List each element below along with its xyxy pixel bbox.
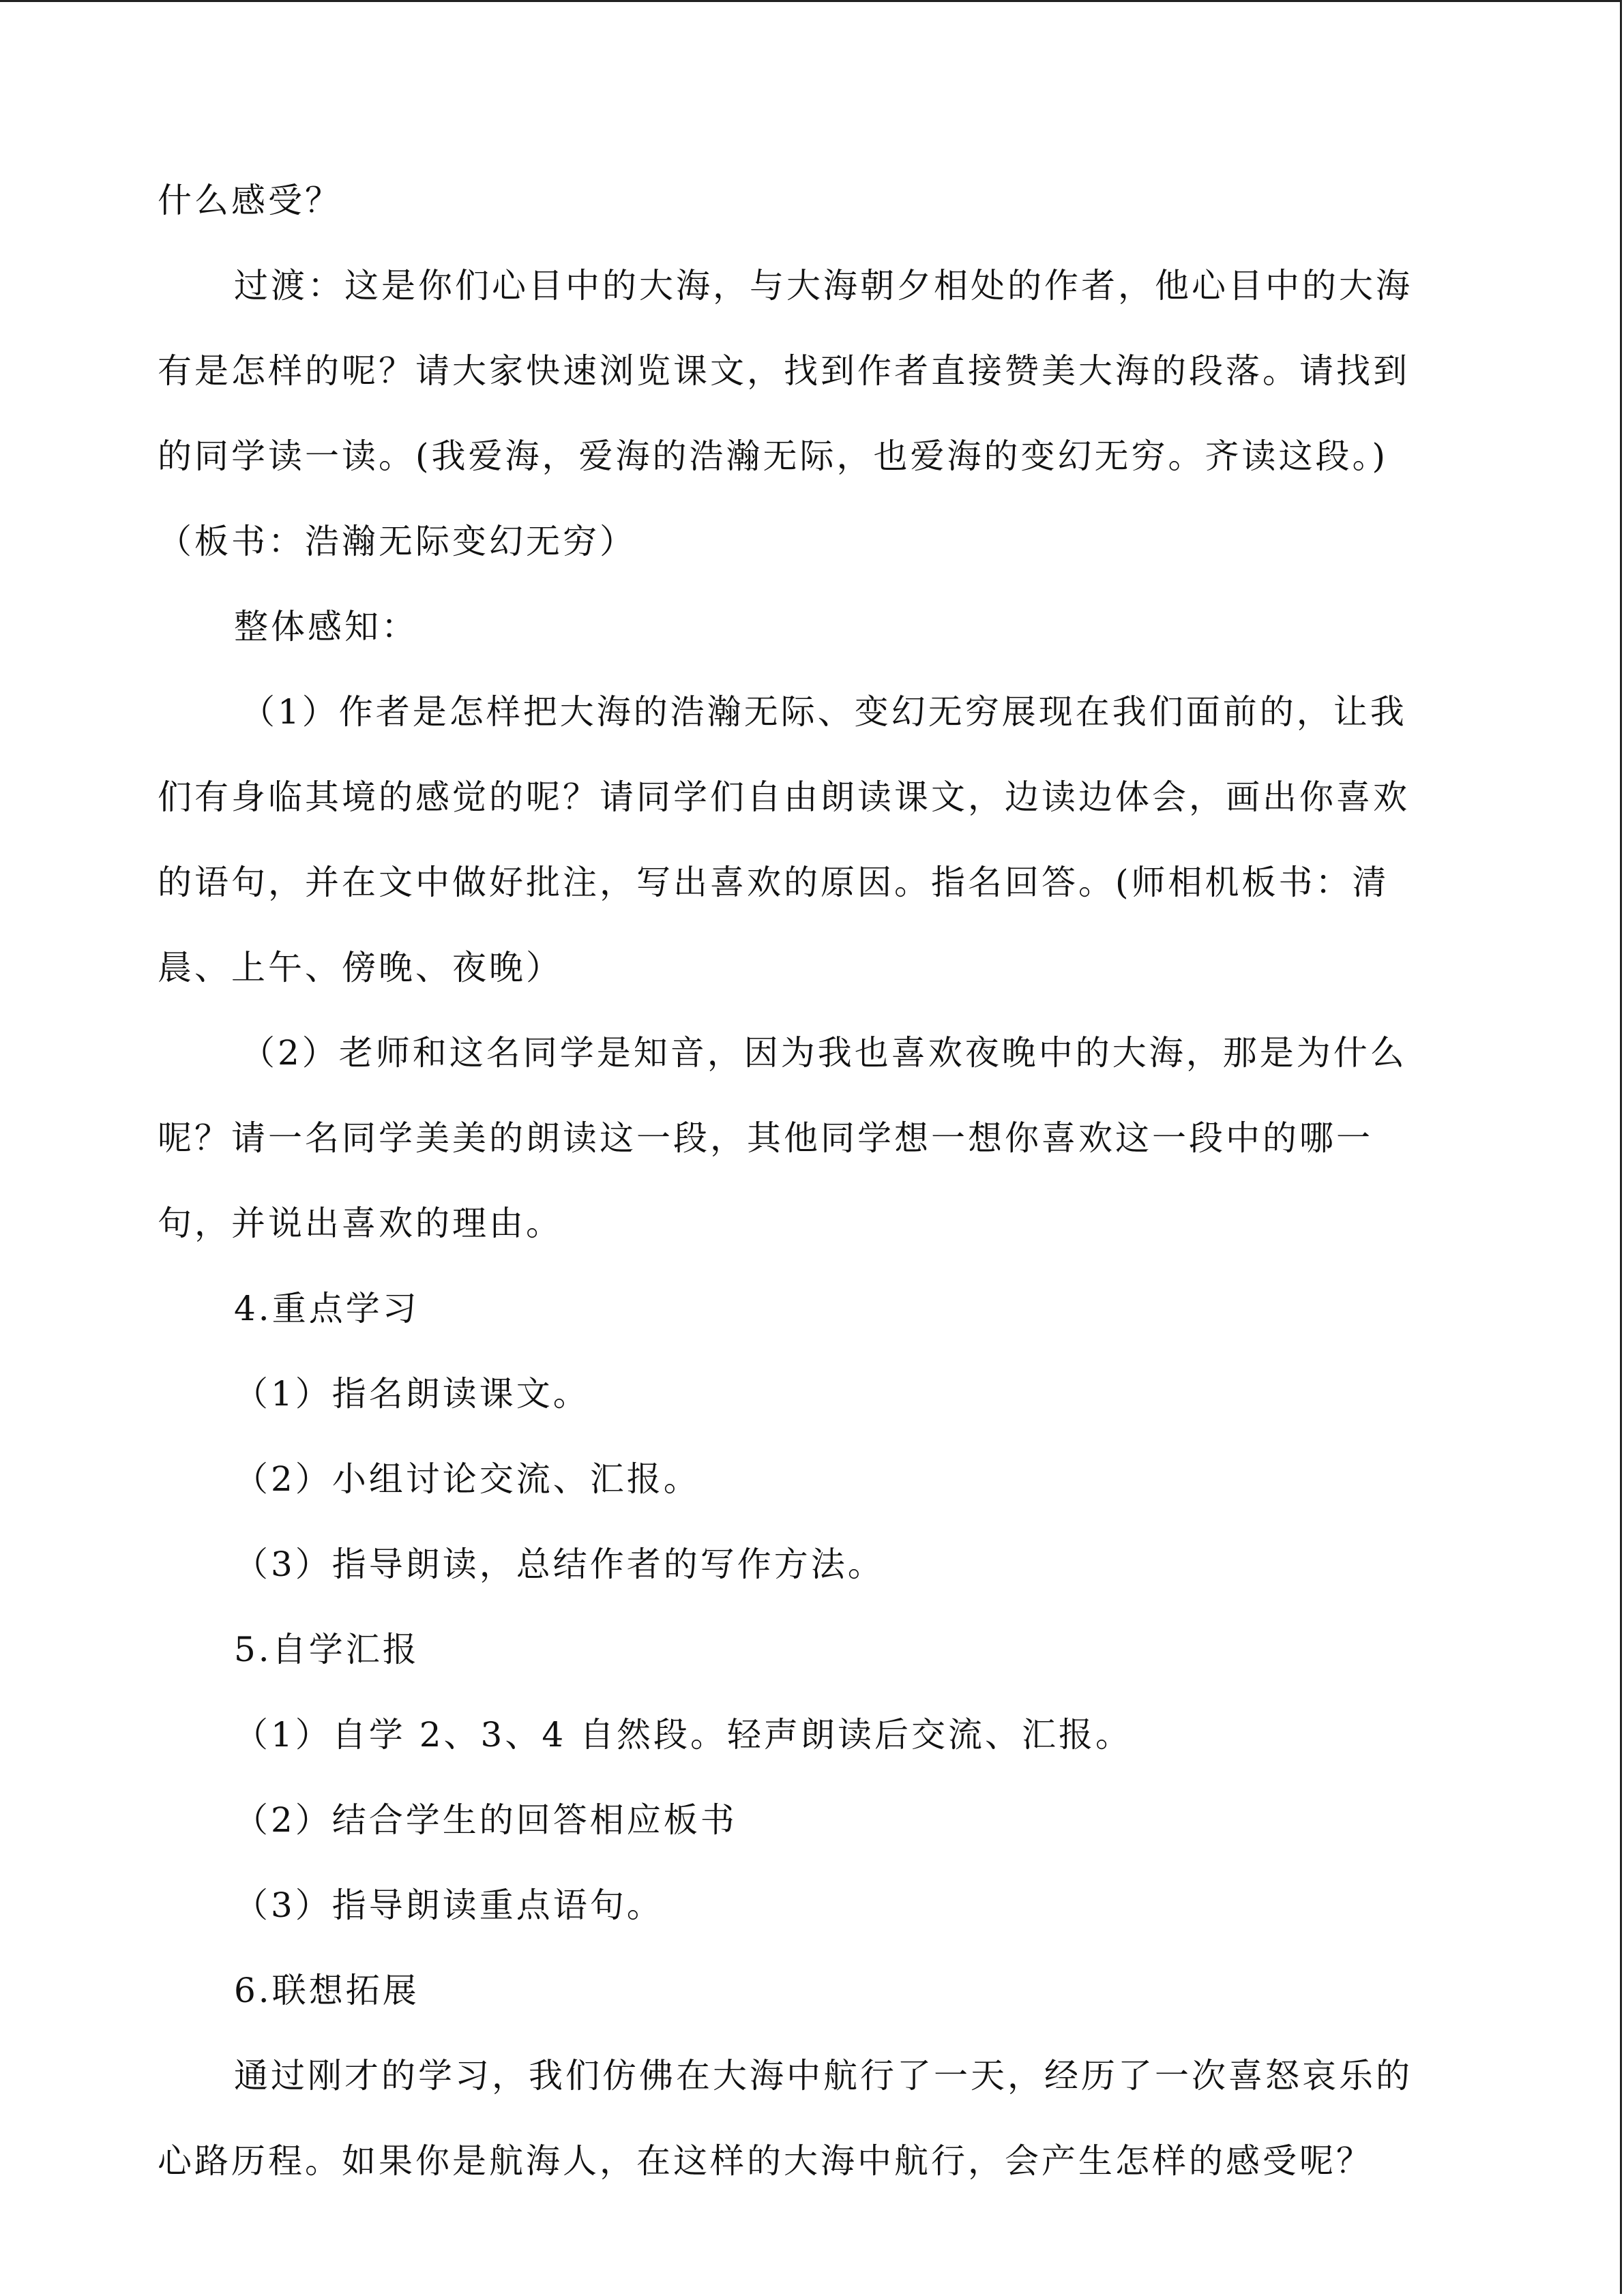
document-body: [158, 158, 1453, 2204]
section-heading: 4.重点学习: [234, 1289, 419, 1328]
text-line: 呢？请一名同学美美的朗读这一段，其他同学想一想你喜欢这一段中的哪一: [158, 1118, 1373, 1158]
text-line: 过渡：这是你们心目中的大海，与大海朝夕相处的作者，他心目中的大海: [234, 266, 1413, 305]
list-item: （2）结合学生的回答相应板书: [234, 1800, 737, 1840]
section-heading: 整体感知：: [234, 607, 418, 646]
section-heading: 5.自学汇报: [234, 1630, 419, 1669]
text-line: 们有身临其境的感觉的呢？请同学们自由朗读课文，边读边体会，画出你喜欢: [158, 777, 1410, 817]
text-line: （板书：浩瀚无际变幻无穷）: [158, 522, 636, 561]
list-item: （3）指导朗读，总结作者的写作方法。: [234, 1545, 885, 1584]
section-heading: 6.联想拓展: [234, 1971, 419, 2010]
list-item: （1）指名朗读课文。: [234, 1374, 590, 1414]
text-line: 的语句，并在文中做好批注，写出喜欢的原因。指名回答。(师相机板书：清: [158, 863, 1389, 902]
list-item: （1）自学 2、3、4 自然段。轻声朗读后交流、汇报。: [234, 1715, 1133, 1755]
text-line: 心路历程。如果你是航海人，在这样的大海中航行，会产生怎样的感受呢？: [158, 2141, 1373, 2181]
text-line: 句，并说出喜欢的理由。: [158, 1204, 563, 1243]
list-item: （3）指导朗读重点语句。: [234, 1885, 664, 1925]
text-line: 有是怎样的呢？请大家快速浏览课文，找到作者直接赞美大海的段落。请找到: [158, 351, 1410, 391]
text-line: 的同学读一读。(我爱海，爱海的浩瀚无际，也爱海的变幻无穷。齐读这段。): [158, 436, 1389, 476]
list-item: （2）小组讨论交流、汇报。: [234, 1459, 700, 1499]
text-line: （2）老师和这名同学是知音，因为我也喜欢夜晚中的大海，那是为什么: [241, 1033, 1407, 1073]
text-line: 什么感受？: [158, 181, 342, 220]
text-line: （1）作者是怎样把大海的浩瀚无际、变幻无穷展现在我们面前的，让我: [241, 692, 1407, 732]
text-line: 通过刚才的学习，我们仿佛在大海中航行了一天，经历了一次喜怒哀乐的: [234, 2056, 1413, 2096]
text-line: 晨、上午、傍晚、夜晚）: [158, 948, 563, 987]
